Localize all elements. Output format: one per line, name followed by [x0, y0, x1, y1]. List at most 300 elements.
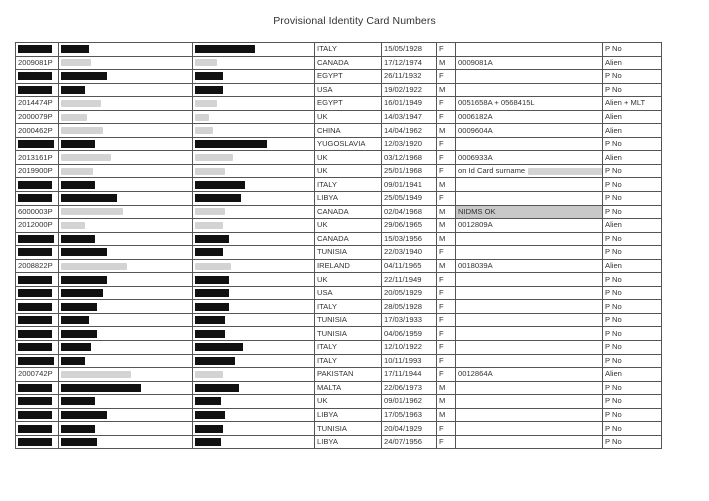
status-cell: Alien [603, 56, 662, 70]
sex-cell: F [437, 192, 456, 206]
blurred-text [195, 208, 225, 215]
ref-cell [16, 70, 59, 84]
nationality-cell: CANADA [315, 56, 382, 70]
nationality-cell: UK [315, 151, 382, 165]
page-title: Provisional Identity Card Numbers [273, 15, 436, 27]
notes-cell [456, 205, 603, 219]
forename-cell [193, 124, 315, 138]
notes-cell [456, 381, 603, 395]
redaction-mark [195, 45, 255, 53]
notes-cell [456, 178, 603, 192]
nationality-cell: IRELAND [315, 259, 382, 273]
dob-cell: 17/05/1963 [382, 408, 437, 422]
notes-cell [456, 246, 603, 260]
surname-cell [59, 219, 193, 233]
status-cell: Alien [603, 368, 662, 382]
redaction-mark [195, 140, 267, 148]
sex-cell: M [437, 205, 456, 219]
dob-cell: 26/11/1932 [382, 70, 437, 84]
nationality-cell: UK [315, 395, 382, 409]
dob-cell: 14/04/1962 [382, 124, 437, 138]
nationality-cell: YUGOSLAVIA [315, 137, 382, 151]
notes-text: 0009604A [458, 125, 493, 135]
sex-cell: M [437, 408, 456, 422]
surname-cell [59, 327, 193, 341]
notes-cell [456, 70, 603, 84]
sex-cell: M [437, 219, 456, 233]
forename-cell [193, 232, 315, 246]
status-cell: P No [603, 246, 662, 260]
redaction-mark [61, 276, 107, 284]
table-row [16, 422, 662, 436]
dob-cell: 09/01/1941 [382, 178, 437, 192]
forename-cell [193, 97, 315, 111]
redaction-mark [61, 289, 103, 297]
forename-cell [193, 192, 315, 206]
redaction-mark [195, 411, 225, 419]
notes-cell [456, 354, 603, 368]
notes-text: 0012809A [458, 220, 493, 230]
forename-cell [193, 395, 315, 409]
ref-cell [16, 381, 59, 395]
notes-text: 0018039A [458, 261, 493, 271]
ref-cell [16, 341, 59, 355]
notes-cell [456, 192, 603, 206]
surname-cell [59, 110, 193, 124]
table-row [16, 124, 662, 138]
status-cell: Alien [603, 110, 662, 124]
nationality-cell: TUNISIA [315, 422, 382, 436]
redaction-mark [18, 140, 54, 148]
redaction-mark [61, 330, 97, 338]
redaction-mark [61, 235, 95, 243]
surname-cell [59, 422, 193, 436]
id-card-table [15, 42, 662, 449]
sex-cell: F [437, 43, 456, 57]
forename-cell [193, 327, 315, 341]
notes-cell [456, 368, 603, 382]
notes-cell [456, 110, 603, 124]
nationality-cell: ITALY [315, 341, 382, 355]
sex-cell: M [437, 56, 456, 70]
nationality-cell: EGYPT [315, 97, 382, 111]
table-row [16, 164, 662, 178]
forename-cell [193, 56, 315, 70]
redaction-mark [195, 343, 243, 351]
table-row [16, 381, 662, 395]
table-row [16, 341, 662, 355]
redaction-mark [195, 289, 229, 297]
sex-cell: M [437, 395, 456, 409]
redaction-mark [61, 384, 141, 392]
forename-cell [193, 259, 315, 273]
ref-cell [16, 219, 59, 233]
surname-cell [59, 381, 193, 395]
ref-cell [16, 368, 59, 382]
dob-cell: 17/12/1974 [382, 56, 437, 70]
surname-cell [59, 83, 193, 97]
ref-cell [16, 327, 59, 341]
notes-cell [456, 286, 603, 300]
status-cell: P No [603, 300, 662, 314]
ref-number: 6000003P [18, 206, 53, 216]
table-row [16, 192, 662, 206]
notes-cell [456, 232, 603, 246]
surname-cell [59, 313, 193, 327]
table-row [16, 286, 662, 300]
table-row [16, 97, 662, 111]
redaction-mark [61, 397, 95, 405]
ref-cell [16, 273, 59, 287]
surname-cell [59, 368, 193, 382]
dob-cell: 29/06/1965 [382, 219, 437, 233]
redaction-mark [18, 289, 52, 297]
forename-cell [193, 151, 315, 165]
ref-cell [16, 43, 59, 57]
table-row [16, 232, 662, 246]
sex-cell: F [437, 164, 456, 178]
blurred-text [195, 222, 223, 229]
forename-cell [193, 219, 315, 233]
redaction-mark [195, 303, 229, 311]
redaction-mark [18, 248, 52, 256]
ref-cell [16, 178, 59, 192]
forename-cell [193, 341, 315, 355]
redaction-mark [195, 235, 229, 243]
notes-cell [456, 300, 603, 314]
redaction-mark [61, 343, 91, 351]
notes-cell [456, 408, 603, 422]
status-cell: P No [603, 341, 662, 355]
table-row [16, 110, 662, 124]
table-row [16, 205, 662, 219]
dob-cell: 14/03/1947 [382, 110, 437, 124]
nationality-cell: CHINA [315, 124, 382, 138]
ref-cell [16, 137, 59, 151]
redaction-mark [195, 330, 225, 338]
sex-cell: F [437, 246, 456, 260]
status-cell: P No [603, 273, 662, 287]
ref-number: 2008822P [18, 261, 53, 271]
forename-cell [193, 286, 315, 300]
redaction-mark [195, 248, 223, 256]
dob-cell: 15/03/1956 [382, 232, 437, 246]
ref-cell [16, 354, 59, 368]
redaction-mark [18, 181, 52, 189]
notes-cell [456, 273, 603, 287]
redaction-mark [195, 276, 229, 284]
notes-cell [456, 124, 603, 138]
sex-cell: F [437, 368, 456, 382]
forename-cell [193, 368, 315, 382]
redaction-mark [18, 384, 52, 392]
redaction-mark [195, 384, 239, 392]
dob-cell: 20/05/1929 [382, 286, 437, 300]
sex-cell: F [437, 341, 456, 355]
blurred-text [61, 263, 127, 270]
nationality-cell: TUNISIA [315, 246, 382, 260]
notes-text: 0051658A + 0568415L [458, 98, 535, 108]
ref-cell [16, 408, 59, 422]
blurred-text [61, 100, 101, 107]
ref-number: 2013161P [18, 152, 53, 162]
ref-cell [16, 232, 59, 246]
ref-cell [16, 205, 59, 219]
surname-cell [59, 178, 193, 192]
forename-cell [193, 435, 315, 449]
ref-cell [16, 164, 59, 178]
ref-cell [16, 300, 59, 314]
status-cell: P No [603, 354, 662, 368]
dob-cell: 12/10/1922 [382, 341, 437, 355]
forename-cell [193, 300, 315, 314]
redaction-mark [61, 411, 107, 419]
redaction-mark [195, 438, 221, 446]
surname-cell [59, 408, 193, 422]
status-cell: P No [603, 232, 662, 246]
table-row [16, 43, 662, 57]
redaction-mark [61, 45, 89, 53]
redaction-mark [61, 425, 95, 433]
redaction-mark [195, 72, 223, 80]
blurred-text [195, 168, 225, 175]
redaction-mark [61, 316, 89, 324]
notes-cell [456, 395, 603, 409]
ref-cell [16, 192, 59, 206]
status-cell: P No [603, 83, 662, 97]
nationality-cell: TUNISIA [315, 327, 382, 341]
forename-cell [193, 246, 315, 260]
notes-cell [456, 137, 603, 151]
nationality-cell: LIBYA [315, 408, 382, 422]
nationality-cell: ITALY [315, 300, 382, 314]
redaction-mark [61, 438, 97, 446]
redaction-mark [195, 86, 223, 94]
dob-cell: 20/04/1929 [382, 422, 437, 436]
status-cell: P No [603, 381, 662, 395]
notes-cell [456, 327, 603, 341]
table-row [16, 219, 662, 233]
ref-number: 2012000P [18, 220, 53, 230]
blurred-text [61, 154, 111, 161]
sex-cell: F [437, 300, 456, 314]
redaction-mark [18, 438, 52, 446]
sex-cell: F [437, 97, 456, 111]
sex-cell: M [437, 83, 456, 97]
notes-text: 0006933A [458, 152, 493, 162]
surname-cell [59, 354, 193, 368]
redaction-mark [18, 194, 52, 202]
forename-cell [193, 110, 315, 124]
table-row [16, 246, 662, 260]
notes-cell [456, 259, 603, 273]
ref-number: 2000742P [18, 369, 53, 379]
redaction-mark [61, 86, 85, 94]
table-row [16, 178, 662, 192]
redaction-mark [18, 235, 54, 243]
surname-cell [59, 70, 193, 84]
redaction-mark [61, 248, 107, 256]
redaction-mark [18, 411, 52, 419]
surname-cell [59, 300, 193, 314]
nationality-cell: UK [315, 273, 382, 287]
notes-cell [456, 164, 603, 178]
status-cell: P No [603, 178, 662, 192]
ref-cell [16, 83, 59, 97]
status-cell: P No [603, 164, 662, 178]
nationality-cell: UK [315, 110, 382, 124]
status-cell: P No [603, 70, 662, 84]
redaction-mark [61, 303, 97, 311]
table-row [16, 151, 662, 165]
redaction-mark [18, 343, 52, 351]
surname-cell [59, 124, 193, 138]
surname-cell [59, 192, 193, 206]
surname-cell [59, 97, 193, 111]
surname-cell [59, 151, 193, 165]
status-cell: P No [603, 395, 662, 409]
blurred-text [195, 263, 231, 270]
nationality-cell: PAKISTAN [315, 368, 382, 382]
dob-cell: 17/03/1933 [382, 313, 437, 327]
status-cell: P No [603, 327, 662, 341]
table-row [16, 354, 662, 368]
table-row [16, 368, 662, 382]
redaction-mark [61, 72, 107, 80]
dob-cell: 17/11/1944 [382, 368, 437, 382]
redaction-mark [61, 181, 95, 189]
dob-cell: 09/01/1962 [382, 395, 437, 409]
nationality-cell: TUNISIA [315, 313, 382, 327]
notes-cell [456, 422, 603, 436]
sex-cell: F [437, 435, 456, 449]
dob-cell: 25/05/1949 [382, 192, 437, 206]
forename-cell [193, 408, 315, 422]
forename-cell [193, 273, 315, 287]
notes-cell [456, 83, 603, 97]
dob-cell: 04/06/1959 [382, 327, 437, 341]
blurred-text [195, 59, 217, 66]
ref-number: 2000079P [18, 112, 53, 121]
notes-cell [456, 341, 603, 355]
notes-text: 0012864A [458, 369, 493, 379]
notes-cell [456, 43, 603, 57]
ref-cell [16, 259, 59, 273]
redaction-mark [61, 194, 117, 202]
sex-cell: M [437, 178, 456, 192]
forename-cell [193, 43, 315, 57]
nationality-cell: USA [315, 286, 382, 300]
status-cell: P No [603, 422, 662, 436]
ref-number: 2019900P [18, 166, 53, 176]
dob-cell: 28/05/1928 [382, 300, 437, 314]
dob-cell: 25/01/1968 [382, 164, 437, 178]
table-row [16, 273, 662, 287]
notes-text: 0009081A [458, 57, 493, 67]
ref-cell [16, 395, 59, 409]
ref-cell [16, 286, 59, 300]
ref-cell [16, 110, 59, 124]
redaction-mark [195, 397, 221, 405]
redaction-mark [18, 276, 52, 284]
dob-cell: 10/11/1993 [382, 354, 437, 368]
sex-cell: F [437, 354, 456, 368]
redaction-mark [18, 316, 52, 324]
status-cell: P No [603, 43, 662, 57]
sex-cell: F [437, 273, 456, 287]
sex-cell: F [437, 70, 456, 84]
sex-cell: F [437, 422, 456, 436]
dob-cell: 04/11/1965 [382, 259, 437, 273]
surname-cell [59, 435, 193, 449]
redaction-mark [18, 357, 54, 365]
dob-cell: 22/03/1940 [382, 246, 437, 260]
status-cell: Alien + MLT [603, 97, 662, 111]
table-row [16, 300, 662, 314]
status-cell: Alien [603, 151, 662, 165]
redaction-mark [18, 86, 52, 94]
redaction-mark [195, 357, 235, 365]
nationality-cell: ITALY [315, 43, 382, 57]
redaction-mark [195, 181, 245, 189]
table-row [16, 56, 662, 70]
blurred-text [61, 59, 91, 66]
ref-cell [16, 97, 59, 111]
dob-cell: 24/07/1956 [382, 435, 437, 449]
redaction-mark [61, 140, 95, 148]
surname-cell [59, 259, 193, 273]
dob-cell: 22/06/1973 [382, 381, 437, 395]
forename-cell [193, 354, 315, 368]
table-row [16, 259, 662, 273]
forename-cell [193, 178, 315, 192]
ref-cell [16, 435, 59, 449]
table-row [16, 83, 662, 97]
redaction-mark [18, 425, 52, 433]
status-cell: P No [603, 205, 662, 219]
surname-cell [59, 286, 193, 300]
surname-cell [59, 56, 193, 70]
notes-text: 0006182A [458, 112, 493, 121]
dob-cell: 15/05/1928 [382, 43, 437, 57]
status-cell: Alien [603, 259, 662, 273]
notes-cell [456, 435, 603, 449]
redaction-mark [195, 316, 225, 324]
redaction-mark [18, 303, 52, 311]
forename-cell [193, 381, 315, 395]
nationality-cell: UK [315, 219, 382, 233]
dob-cell: 02/04/1968 [382, 205, 437, 219]
nationality-cell: ITALY [315, 178, 382, 192]
blurred-text [195, 127, 213, 134]
blurred-text [61, 371, 131, 378]
surname-cell [59, 246, 193, 260]
nationality-cell: CANADA [315, 232, 382, 246]
ref-number: 2014474P [18, 98, 53, 108]
redaction-mark [18, 397, 52, 405]
forename-cell [193, 83, 315, 97]
notes-cell [456, 56, 603, 70]
nationality-cell: USA [315, 83, 382, 97]
blurred-text [195, 114, 209, 121]
redaction-mark [18, 72, 52, 80]
table-row [16, 137, 662, 151]
blurred-text [195, 100, 217, 107]
ref-cell [16, 313, 59, 327]
surname-cell [59, 137, 193, 151]
table-row [16, 313, 662, 327]
redaction-mark [61, 357, 85, 365]
